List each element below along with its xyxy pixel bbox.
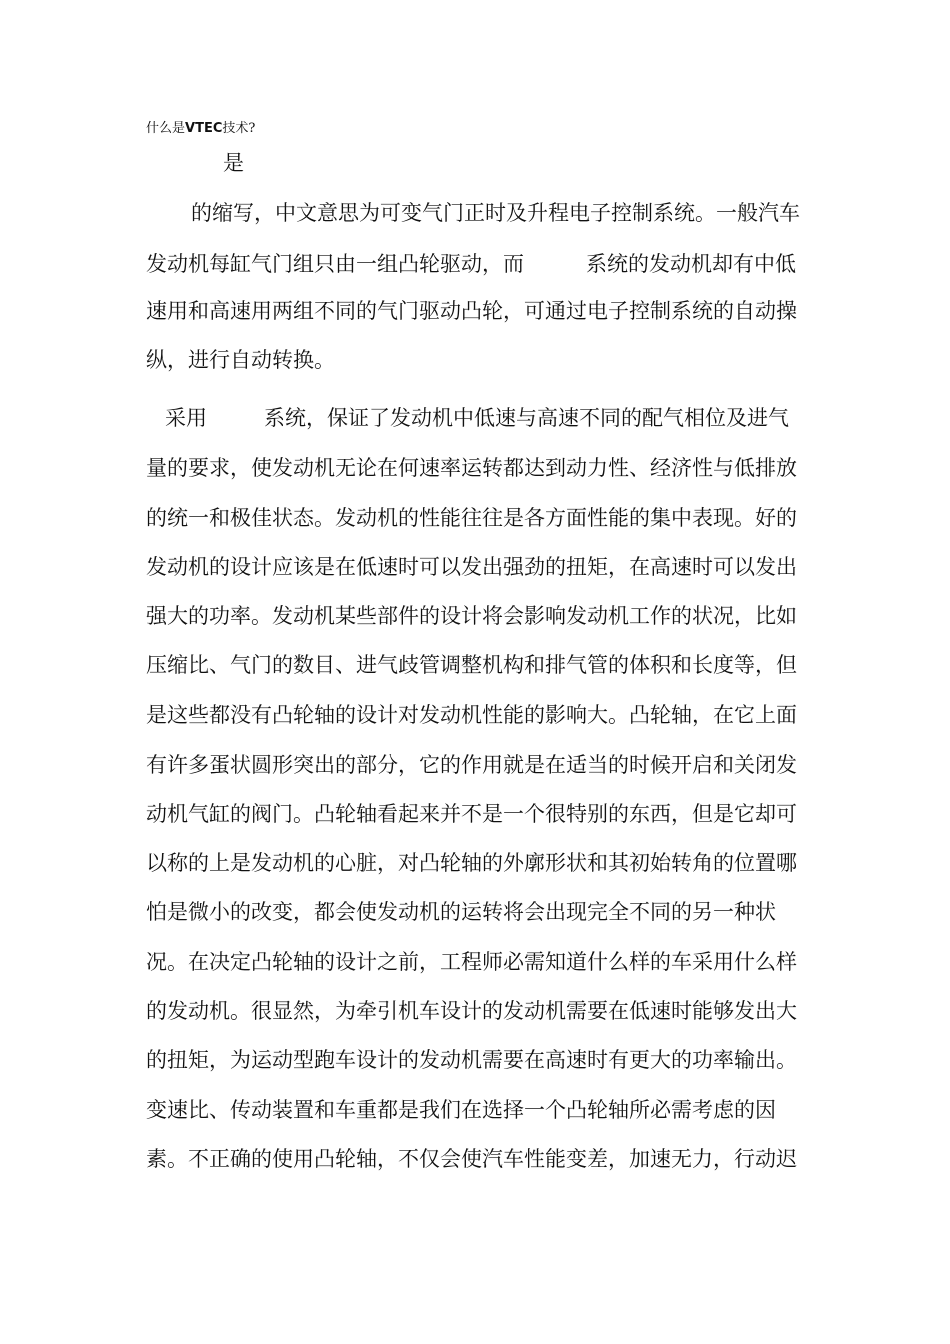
para2-line: 发动机的设计应该是在低速时可以发出强劲的扭矩，在高速时可以发出 xyxy=(146,555,797,579)
title-acronym: VTEC xyxy=(185,121,223,136)
para2-line: 的统一和极佳状态。发动机的性能往往是各方面性能的集中表现。好的 xyxy=(146,506,797,530)
para2-line: 动机气缸的阀门。凸轮轴看起来并不是一个很特别的东西，但是它却可 xyxy=(146,802,797,826)
para1-line: 速用和高速用两组不同的气门驱动凸轮，可通过电子控制系统的自动操 xyxy=(146,299,797,323)
para2-line: 况。在决定凸轮轴的设计之前，工程师必需知道什么样的车采用什么样 xyxy=(146,950,797,974)
para2-line: 强大的功率。发动机某些部件的设计将会影响发动机工作的状况，比如 xyxy=(146,604,797,628)
para2-line: 以称的上是发动机的心脏，对凸轮轴的外廓形状和其初始转角的位置哪 xyxy=(146,851,797,875)
title-prefix: 什么是 xyxy=(146,121,186,136)
para2-line: 的扭矩，为运动型跑车设计的发动机需要在高速时有更大的功率输出。 xyxy=(146,1048,797,1072)
definition-lead: 是 xyxy=(223,151,244,175)
para2-line: 系统，保证了发动机中低速与高速不同的配气相位及进气 xyxy=(264,406,789,430)
para2-line: 变速比、传动装置和车重都是我们在选择一个凸轮轴所必需考虑的因 xyxy=(146,1098,776,1122)
para2-line: 素。不正确的使用凸轮轴，不仅会使汽车性能变差，加速无力，行动迟 xyxy=(146,1147,797,1171)
title-suffix: 技术? xyxy=(222,121,256,136)
document-title xyxy=(146,120,255,138)
para2-line: 采用 xyxy=(165,406,207,430)
para2-line: 压缩比、气门的数目、进气歧管调整机构和排气管的体积和长度等，但 xyxy=(146,653,797,677)
para1-line: 系统的发动机却有中低 xyxy=(586,252,796,276)
para2-line: 有许多蛋状圆形突出的部分，它的作用就是在适当的时候开启和关闭发 xyxy=(146,753,797,777)
para1-line: 纵，进行自动转换。 xyxy=(146,348,335,372)
para2-line: 量的要求，使发动机无论在何速率运转都达到动力性、经济性与低排放 xyxy=(146,456,797,480)
para2-line: 的发动机。很显然，为牵引机车设计的发动机需要在低速时能够发出大 xyxy=(146,999,797,1023)
para2-line: 是这些都没有凸轮轴的设计对发动机性能的影响大。凸轮轴，在它上面 xyxy=(146,703,797,727)
para1-line: 发动机每缸气门组只由一组凸轮驱动，而 xyxy=(146,252,524,276)
para2-line: 怕是微小的改变，都会使发动机的运转将会出现完全不同的另一种状 xyxy=(146,900,776,924)
para1-line: 的缩写，中文意思为可变气门正时及升程电子控制系统。一般汽车 xyxy=(191,201,800,225)
